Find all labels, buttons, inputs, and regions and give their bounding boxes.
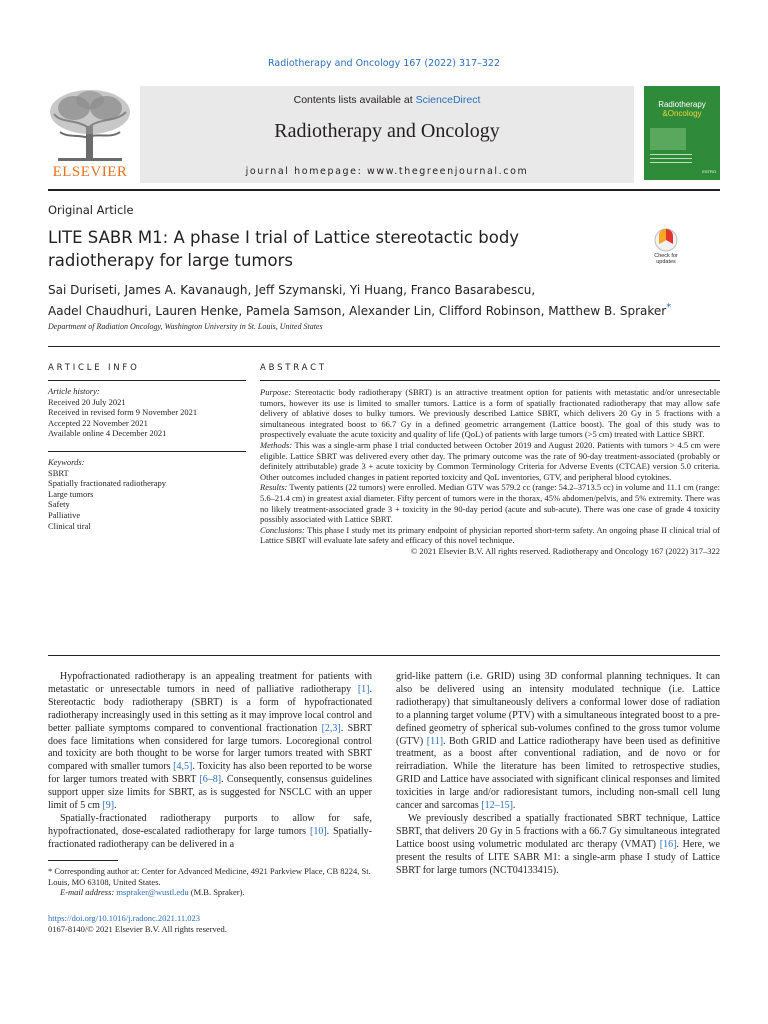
conclusions-label: Conclusions:	[260, 524, 305, 535]
cover-mark: ESTRO	[702, 169, 716, 174]
journal-name: Radiotherapy and Oncology	[274, 120, 500, 142]
publisher-name: ELSEVIER	[52, 164, 128, 180]
abstract-bottom-divider	[48, 655, 720, 656]
abstract-divider	[260, 380, 720, 381]
keyword: Safety	[48, 499, 70, 510]
conclusions-text: This phase I study met its primary endpoint of physician reported short-term safety. An ongoing phase II clinical trial of Lattice SBRT will evaluate late safety and efficacy of this novel technique.	[260, 524, 720, 546]
body-text: .	[512, 800, 516, 812]
footnote-email	[48, 887, 372, 898]
body-right-column	[396, 671, 720, 878]
abstract-body	[260, 387, 720, 557]
methods-label: Methods:	[260, 439, 293, 450]
corresponding-author-footnote	[48, 866, 372, 898]
history-item: Available online 4 December 2021	[48, 428, 167, 439]
contents-available	[140, 94, 634, 106]
body-paragraph	[48, 813, 372, 852]
article-title: LITE SABR M1: A phase I trial of Lattice stereotactic body radiotherapy for large tumors	[48, 228, 520, 270]
journal-cover-thumbnail[interactable]	[644, 86, 720, 180]
keyword: Palliative	[48, 509, 81, 520]
sciencedirect-link[interactable]: ScienceDirect	[415, 94, 481, 106]
body-left-column	[48, 671, 372, 852]
abstract-copyright: © 2021 Elsevier B.V. All rights reserved. Radiotherapy and Oncology 167 (2022) 317–322	[410, 545, 720, 556]
journal-citation[interactable]: Radiotherapy and Oncology 167 (2022) 317–322	[267, 58, 500, 69]
article-info-heading: ARTICLE INFO	[48, 363, 140, 373]
reference-link[interactable]: [10]	[310, 825, 327, 837]
body-text: . Spatially-fractionated radiotherapy can be delivered in a	[48, 825, 372, 850]
reference-link[interactable]: [9]	[102, 800, 115, 812]
body-text: grid-like pattern (i.e. GRID) using 3D conformal planning techniques. It can also be delivered using an intensity modulated technique (i.e. Lattice radiotherapy) that simultaneously delivers a conformal lower dose of radiation to a planning target volume (PTV) with a simultaneous integrated boost to a pre-defined geometry of spherical sub-volumes confined to the gross tumor volume (GTV)	[396, 671, 720, 747]
footnote-mark: *	[48, 866, 53, 876]
keywords	[48, 457, 246, 531]
cover-rule	[650, 154, 692, 155]
cover-graphic	[650, 128, 686, 150]
journal-homepage[interactable]: journal homepage: www.thegreenjournal.com	[245, 166, 529, 177]
cover-title-1: Radiotherapy	[658, 100, 706, 109]
body-text: . SBRT does face limitations when considered for large tumors. Locoregional control and toxicity are both thought to be worse for larger tumors treated with SBRT compared with smaller tumors	[48, 722, 372, 773]
body-text: We previously described a spatially fractionated SBRT technique, Lattice SBRT, that delivers 20 Gy in 5 fractions with a 66.7 Gy simultaneous integrated Lattice boost using volumetric modulated arc therapy (VMAT)	[396, 812, 720, 850]
authors-line-2	[48, 299, 728, 320]
history-label: Article history:	[48, 386, 100, 396]
purpose-label: Purpose:	[260, 387, 292, 397]
badge-text-1: Check for	[654, 253, 678, 259]
body-text: . Stereotactic body radiotherapy (SBRT) is a form of hypofractionated radiotherapy increasingly used in this setting as it may improve local control and better palliate symptoms compared to conventional fractionation	[48, 683, 372, 734]
abstract-heading: ABSTRACT	[260, 363, 327, 373]
authors-line-2-text: Aadel Chaudhuri, Lauren Henke, Pamela Samson, Alexander Lin, Clifford Robinson, Matthew B. Spraker	[48, 304, 667, 318]
email-link[interactable]: mspraker@wustl.edu	[116, 887, 189, 898]
body-text: Hypofractionated radiotherapy is an appealing treatment for patients with metastatic or unresectable tumors in need of palliative radiotherapy	[48, 671, 372, 695]
footnote-text: Corresponding author at: Center for Advanced Medicine, 4921 Parkview Place, CB 8224, St. Louis, MO 63108, United States.	[48, 866, 371, 887]
reference-link[interactable]: [11]	[426, 735, 444, 747]
body-text: . Consequently, consensus guidelines support upper size limits for SBRT, as is suggested for NSCLC with an upper limit of 5 cm	[48, 774, 372, 812]
keywords-label: Keywords:	[48, 457, 85, 467]
cover-rule	[650, 162, 692, 163]
results-text: Twenty patients (22 tumors) were enrolled. Median GTV was 579.2 cc (range: 54.2–3713.5 cc) in volume and 11.1 cm (range: 5.6–21.4 cm) in greatest axial diameter. Fifty percent of tumors were in the thorax, 45% abdomen/pelvis, and 5% extremity. There was no likely treatment-associated grade 3 + toxicity in the 90-day period (acute and sub-acute). There was one case of grade 4 toxicity possibly associated with Lattice SBRT.	[260, 482, 720, 525]
authors-line-1: Sai Duriseti, James A. Kavanaugh, Jeff Szymanski, Yi Huang, Franco Basarabescu,	[48, 283, 536, 297]
cover-title-2: &Oncology	[662, 109, 702, 118]
body-text: . Here, we present the results of LITE SABR M1: a single-arm phase I study of Lattice SBRT for large tumors (NCT04133415).	[396, 838, 720, 876]
body-text: .	[114, 800, 117, 812]
body-text: Spatially-fractionated radiotherapy purports to allow for safe, hypofractionated, dose-escalated radiotherapy for large tumors	[48, 812, 372, 837]
results-label: Results:	[260, 482, 288, 493]
cover-rule	[650, 158, 692, 159]
history-item: Received in revised form 9 November 2021	[48, 407, 198, 418]
body-text: . Toxicity has also been reported to be worse for larger tumors treated with SBRT	[48, 761, 372, 786]
footnote-address	[48, 866, 372, 887]
history-item: Received 20 July 2021	[48, 396, 126, 407]
doi-link[interactable]: https://doi.org/10.1016/j.radonc.2021.11.023	[48, 913, 201, 923]
reference-link[interactable]: [12–15]	[481, 800, 513, 812]
reference-link[interactable]: [4,5]	[173, 761, 193, 773]
body-paragraph	[396, 813, 720, 878]
corresponding-author-mark[interactable]: *	[666, 302, 672, 313]
author-list	[48, 281, 728, 320]
history-item: Accepted 22 November 2021	[48, 417, 148, 428]
email-suffix: (M.B. Spraker).	[188, 887, 245, 898]
methods-text: This was a single-arm phase I trial conducted between October 2019 and August 2020. Patients with tumors > 4.5 cm were eligible. Lattice SBRT was delivered every other day. The primary outcome was the rate of 90-day treatment-associated (probably or definitely attributable) grade 3 + acute toxicity by Common Terminology Criteria for Adverse Events (CTCAE) version 5.0 criteria. Other outcomes included changes in patient reported toxicity and QoL inventories, GTV, and peripheral blood cytokines.	[260, 439, 720, 482]
reference-link[interactable]: [16]	[659, 838, 677, 850]
article-type: Original Article	[48, 203, 134, 217]
reference-link[interactable]: [6–8]	[199, 774, 222, 786]
body-paragraph	[396, 671, 720, 813]
reference-link[interactable]: [1]	[357, 683, 370, 695]
footnote-divider	[48, 860, 118, 861]
email-label: E-mail address:	[60, 887, 117, 898]
badge-text-2: updates	[656, 259, 676, 265]
abstract-results	[260, 482, 720, 524]
abstract-conclusions	[260, 525, 720, 546]
issn-line: 0167-8140/© 2021 Elsevier B.V. All rights reserved.	[48, 924, 227, 934]
abstract-methods	[260, 440, 720, 482]
purpose-text: Stereotactic body radiotherapy (SBRT) is an attractive treatment option for patients with metastatic and/or unresectable tumors, however its use is limited to smaller tumors. Lattice is a form of spatially fractionated radiotherapy that may allow safe delivery of ablative doses to bulky tumors. We previously described Lattice SBRT, which delivers 20 Gy in 5 fractions with a simultaneous integrated boost to 66.7 Gy in a defined geometric arrangement (Lattice boost). The goal of this study was to prospectively evaluate the acute toxicity and quality of life (QoL) of patients with large tumors (>5 cm) treated with Lattice SBRT.	[260, 387, 721, 440]
body-paragraph	[48, 671, 372, 813]
affiliation: Department of Radiation Oncology, Washington University in St. Louis, United States	[48, 322, 323, 331]
article-info-divider	[48, 451, 246, 452]
keyword: Clinical tiral	[48, 520, 91, 531]
article-info-divider	[48, 380, 246, 381]
contents-prefix: Contents lists available at	[293, 94, 416, 106]
keyword: Large tumors	[48, 488, 94, 499]
doi-block	[48, 913, 227, 935]
abstract-purpose	[260, 387, 720, 440]
check-for-updates-label	[646, 253, 686, 265]
body-text: . Both GRID and Lattice radiotherapy have been used as definitive treatment, as a boost after conventional radiation, and de novo or for reirradiation. While the literature has been limited to retrospective studies, GRID and Lattice have associated with significant clinical responses and limited toxicities in large and/or radioresistant tumors, including non-small cell lung cancer and sarcomas	[396, 735, 721, 812]
section-divider	[48, 346, 720, 347]
header-divider	[48, 189, 720, 191]
keyword: Spatially fractionated radiotherapy	[48, 478, 167, 489]
reference-link[interactable]: [2,3]	[321, 722, 341, 734]
keyword: SBRT	[48, 467, 69, 478]
cover-title	[644, 100, 720, 118]
article-history	[48, 386, 246, 439]
